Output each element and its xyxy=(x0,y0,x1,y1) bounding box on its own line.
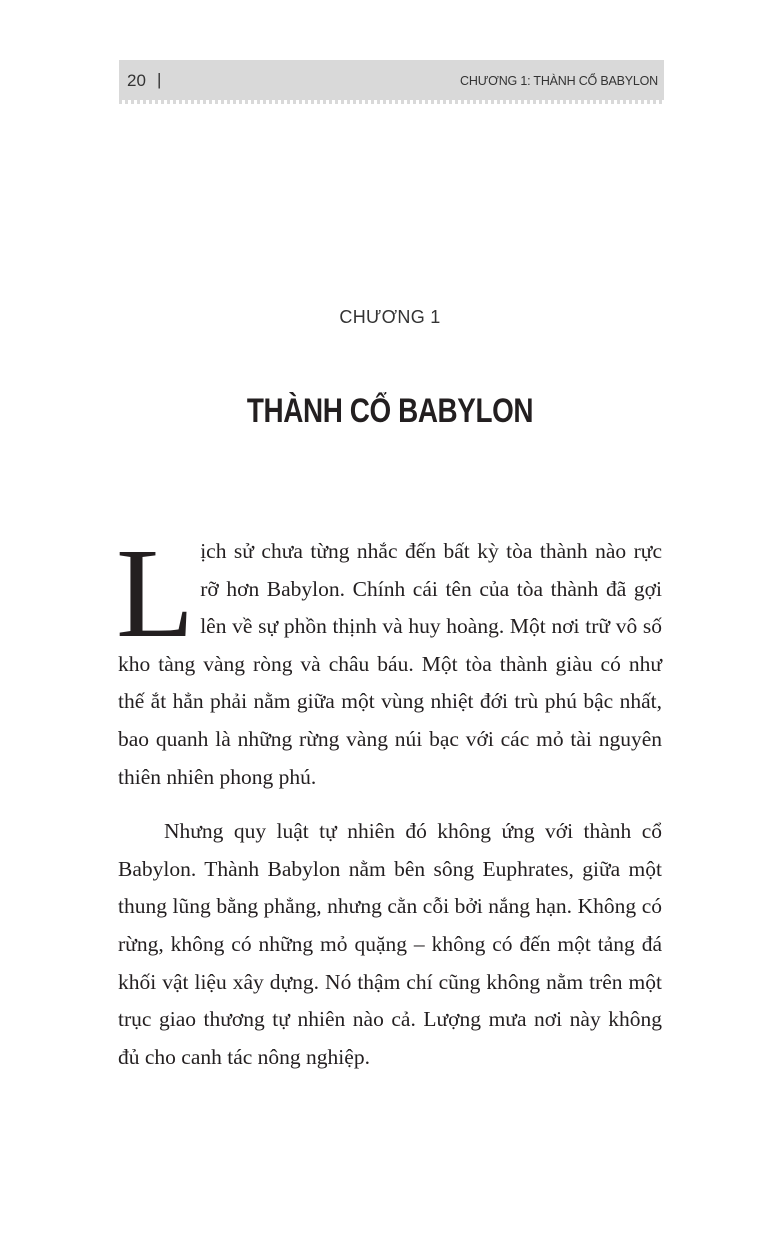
paragraph-1-text: ịch sử chưa từng nhắc đến bất kỳ tòa thành nào rực rỡ hơn Babylon. Chính cái tên của tòa thành đã gợi lên về sự phồn thịnh và huy hoàng. Một nơi trữ vô số kho tàng vàng ròng và châu báu. Một tòa thành giàu có như thế ắt hẳn phải nằm giữa một vùng nhiệt đới trù phú bậc nhất, bao quanh là những rừng vàng núi bạc với các mỏ tài nguyên thiên nhiên phong phú. xyxy=(118,539,662,789)
chapter-title: THÀNH CỔ BABYLON xyxy=(246,392,534,430)
header-separator: | xyxy=(157,70,162,89)
body-text xyxy=(116,522,662,1076)
running-title: CHƯƠNG 1: THÀNH CỔ BABYLON xyxy=(460,74,658,88)
paragraph-2: Nhưng quy luật tự nhiên đó không ứng với thành cổ Babylon. Thành Babylon nằm bên sông Euphrates, giữa một thung lũng bằng phẳng, nhưng cằn cỗi bởi nắng hạn. Không có rừng, không có những mỏ quặng – không có đến một tảng đá khối vật liệu xây dựng. Nó thậm chí cũng không nằm trên một trục giao thương tự nhiên nào cả. Lượng mưa nơi này không đủ cho canh tác nông nghiệp. xyxy=(118,819,662,1069)
drop-cap: L xyxy=(116,522,195,664)
chapter-label: CHƯƠNG 1 xyxy=(339,307,441,327)
running-header xyxy=(119,60,664,100)
page-number: 20 xyxy=(127,71,146,90)
paragraph-1 xyxy=(116,522,662,796)
